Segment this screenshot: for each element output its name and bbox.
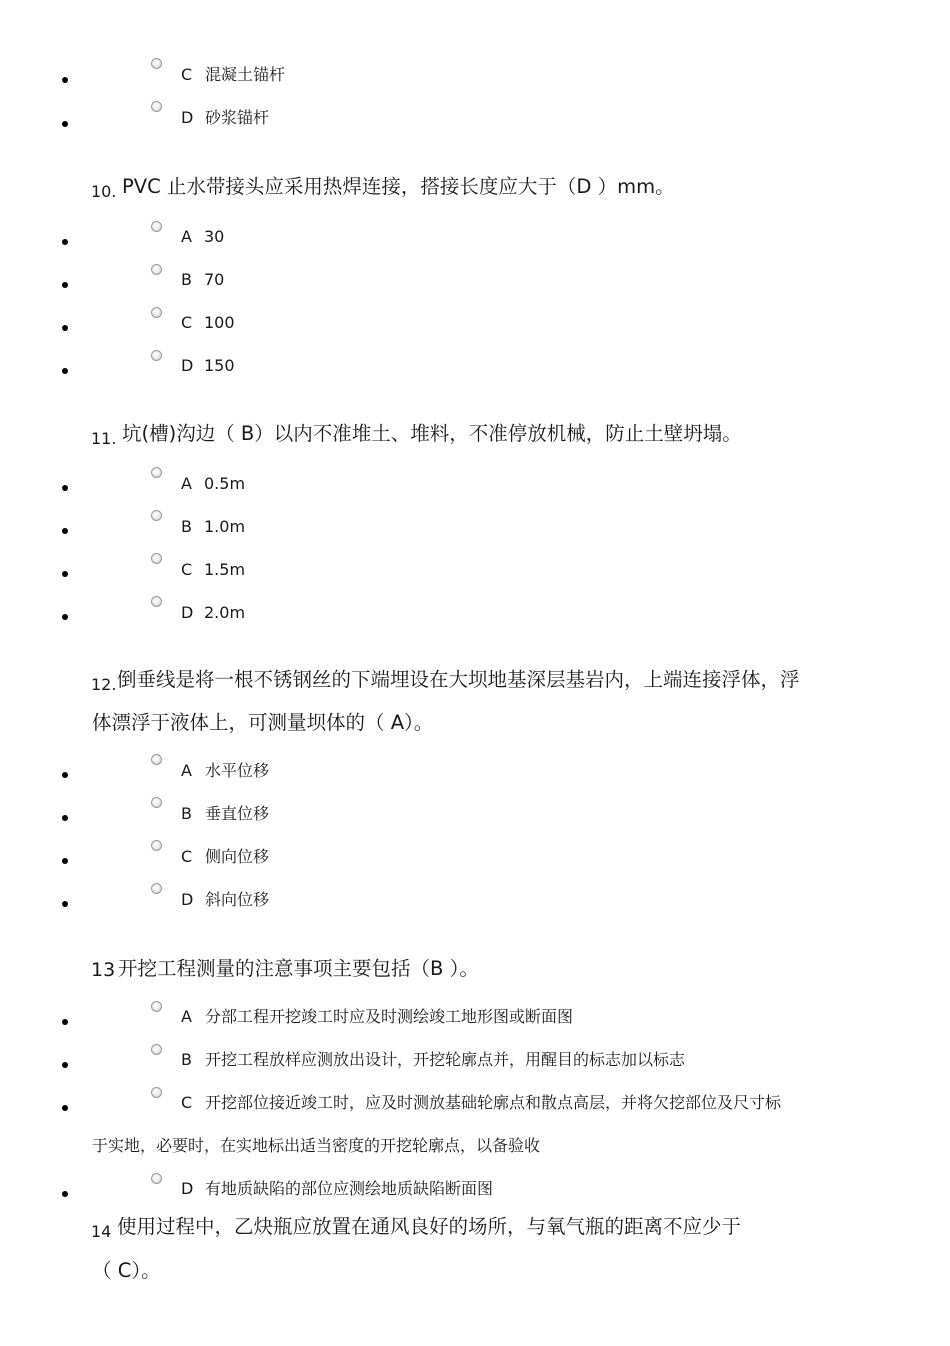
bullet xyxy=(62,282,68,288)
bullet xyxy=(62,77,68,83)
bullet xyxy=(62,1019,68,1025)
question-text-line2: 体漂浮于液体上，可测量坝体的（ A）。 xyxy=(92,711,434,734)
option-text: 分部工程开挖竣工时应及时测绘竣工地形图或断面图 xyxy=(205,1007,574,1026)
option-text: 垂直位移 xyxy=(205,804,270,823)
bullet xyxy=(62,368,68,374)
option-text: 150 xyxy=(204,356,235,375)
radio-button[interactable] xyxy=(151,1044,162,1055)
option-letter: A xyxy=(181,1007,192,1026)
option-letter: D xyxy=(181,890,194,909)
option-letter: C xyxy=(181,847,193,866)
option-text: 70 xyxy=(204,270,225,289)
option-text: 侧向位移 xyxy=(205,847,270,866)
option-letter: C xyxy=(181,313,193,332)
radio-button[interactable] xyxy=(151,264,162,275)
radio-button[interactable] xyxy=(151,1087,162,1098)
question-text-line1: 使用过程中，乙炔瓶应放置在通风良好的场所，与氧气瓶的距离不应少于 xyxy=(117,1215,742,1238)
question-text-line2: （ C）。 xyxy=(92,1259,161,1282)
question-number: 13 xyxy=(91,959,116,981)
radio-button[interactable] xyxy=(151,1001,162,1012)
radio-button[interactable] xyxy=(151,840,162,851)
bullet xyxy=(62,1062,68,1068)
option-letter: D xyxy=(181,108,194,127)
option-letter: C xyxy=(181,65,193,84)
radio-button[interactable] xyxy=(151,797,162,808)
radio-button[interactable] xyxy=(151,596,162,607)
radio-button[interactable] xyxy=(151,754,162,765)
option-text: 30 xyxy=(204,227,225,246)
radio-button[interactable] xyxy=(151,58,162,69)
radio-button[interactable] xyxy=(151,553,162,564)
option-letter: D xyxy=(181,603,194,622)
radio-button[interactable] xyxy=(151,101,162,112)
option-text: 1.0m xyxy=(204,517,246,536)
question-number: 11. xyxy=(91,429,117,448)
question-text: PVC 止水带接头应采用热焊连接，搭接长度应大于（D ）mm。 xyxy=(122,175,675,198)
option-letter: A xyxy=(181,227,192,246)
question-text: 坑(槽)沟边（ B）以内不准堆土、堆料，不准停放机械，防止土壁坍塌。 xyxy=(122,422,742,445)
bullet xyxy=(62,528,68,534)
radio-button[interactable] xyxy=(151,467,162,478)
option-text: 开挖工程放样应测放出设计，开挖轮廓点并，用醒目的标志加以标志 xyxy=(205,1050,686,1069)
radio-button[interactable] xyxy=(151,350,162,361)
option-letter: A xyxy=(181,761,192,780)
option-text: 0.5m xyxy=(204,474,246,493)
bullet xyxy=(62,901,68,907)
option-text: 1.5m xyxy=(204,560,246,579)
option-text: 斜向位移 xyxy=(205,890,270,909)
radio-button[interactable] xyxy=(151,221,162,232)
question-number: 10. xyxy=(91,182,117,201)
radio-button[interactable] xyxy=(151,1173,162,1184)
option-text: 砂浆锚杆 xyxy=(205,108,270,127)
option-text-continued: 于实地，必要时，在实地标出适当密度的开挖轮廓点，以备验收 xyxy=(92,1136,541,1155)
option-letter: A xyxy=(181,474,192,493)
option-text: 100 xyxy=(204,313,235,332)
bullet xyxy=(62,325,68,331)
option-letter: C xyxy=(181,560,193,579)
question-text-line1: 倒垂线是将一根不锈钢丝的下端埋设在大坝地基深层基岩内，上端连接浮体，浮 xyxy=(117,668,800,691)
option-letter: D xyxy=(181,356,194,375)
radio-button[interactable] xyxy=(151,307,162,318)
option-text: 有地质缺陷的部位应测绘地质缺陷断面图 xyxy=(205,1179,494,1198)
option-letter: B xyxy=(181,804,192,823)
bullet xyxy=(62,815,68,821)
bullet xyxy=(62,614,68,620)
bullet xyxy=(62,571,68,577)
option-text: 混凝土锚杆 xyxy=(205,65,286,84)
bullet xyxy=(62,858,68,864)
option-letter: B xyxy=(181,517,192,536)
option-text: 水平位移 xyxy=(205,761,270,780)
option-letter: D xyxy=(181,1179,194,1198)
bullet xyxy=(62,239,68,245)
option-text: 开挖部位接近竣工时，应及时测放基础轮廓点和散点高层，并将欠挖部位及尺寸标 xyxy=(205,1093,782,1112)
bullet xyxy=(62,772,68,778)
question-number: 12. xyxy=(91,675,117,694)
bullet xyxy=(62,121,68,127)
option-text: 2.0m xyxy=(204,603,246,622)
option-letter: B xyxy=(181,270,192,289)
bullet xyxy=(62,1105,68,1111)
option-letter: B xyxy=(181,1050,192,1069)
bullet xyxy=(62,485,68,491)
option-letter: C xyxy=(181,1093,193,1112)
radio-button[interactable] xyxy=(151,510,162,521)
bullet xyxy=(62,1191,68,1197)
question-number: 14 xyxy=(91,1222,112,1241)
radio-button[interactable] xyxy=(151,883,162,894)
question-text: 开挖工程测量的注意事项主要包括（B ）。 xyxy=(118,957,479,980)
